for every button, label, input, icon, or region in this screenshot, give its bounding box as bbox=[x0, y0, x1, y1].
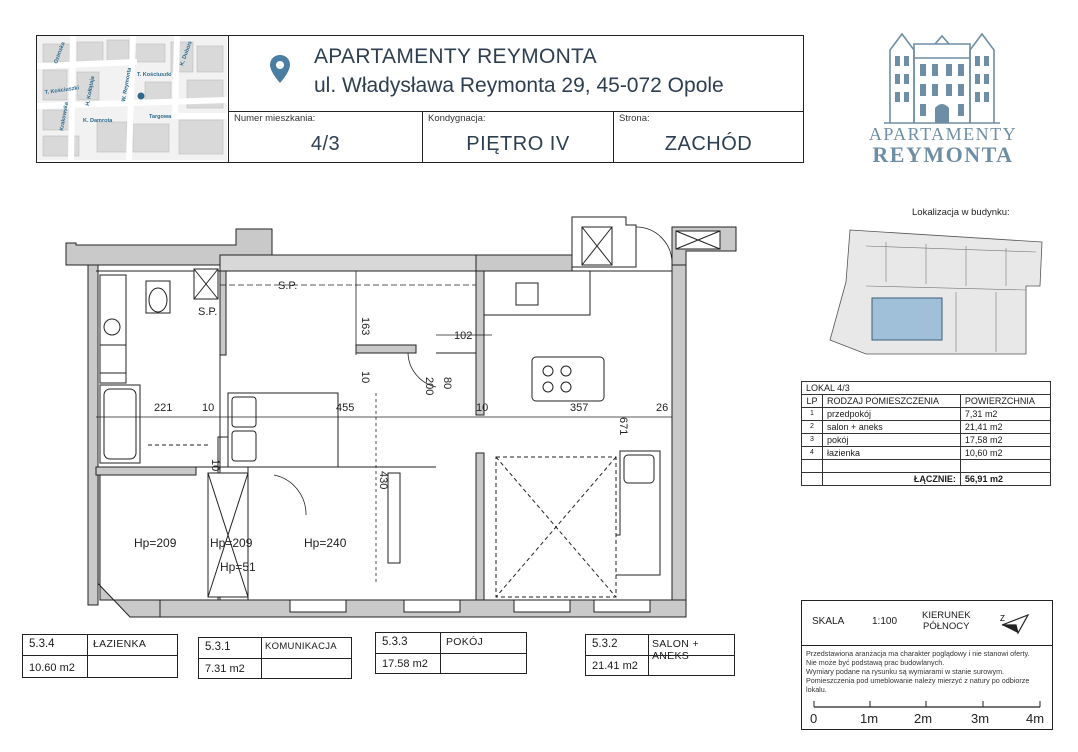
svg-text:1m: 1m bbox=[860, 711, 879, 726]
dim-label: 10 bbox=[209, 459, 221, 472]
room-label-bathroom bbox=[22, 634, 178, 678]
room-table-title: LOKAL 4/3 bbox=[802, 382, 1051, 395]
room-label-bedroom bbox=[375, 632, 527, 674]
street-map bbox=[37, 36, 227, 160]
dim-label: 10 bbox=[202, 402, 215, 414]
dim-label: 10 bbox=[359, 371, 371, 384]
dim-label: S.P. bbox=[278, 280, 298, 292]
dim-label: 26 bbox=[656, 402, 669, 414]
dim-label: 455 bbox=[336, 402, 355, 414]
col-header-area: POWIERZCHNIA bbox=[960, 395, 1050, 408]
svg-text:Ozimska: Ozimska bbox=[53, 41, 67, 65]
room-area: 7.31 m2 bbox=[205, 663, 245, 675]
north-arrow-icon bbox=[998, 611, 1032, 635]
dim-label: 10 bbox=[476, 402, 489, 414]
height-label: Hp=51 bbox=[220, 560, 256, 574]
svg-text:3m: 3m bbox=[971, 711, 990, 726]
room-name: POKÓJ bbox=[446, 636, 484, 648]
building-logo-icon bbox=[880, 28, 1005, 124]
svg-text:0: 0 bbox=[810, 711, 818, 726]
room-area: 21.41 m2 bbox=[592, 660, 638, 672]
floor-field bbox=[423, 111, 614, 162]
page-title: APARTAMENTY REYMONTA bbox=[314, 45, 597, 68]
svg-text:T. Kościuszki: T. Kościuszki bbox=[137, 72, 172, 78]
svg-text:T. Kościuszki: T. Kościuszki bbox=[44, 85, 80, 96]
col-header-type: RODZAJ POMIESZCZENIA bbox=[823, 395, 961, 408]
row-type: pokój bbox=[823, 434, 961, 447]
row-lp: 2 bbox=[802, 421, 823, 434]
dim-label: 357 bbox=[570, 402, 589, 414]
dim-label: 80 bbox=[441, 377, 453, 390]
svg-text:K. Dubois: K. Dubois bbox=[179, 40, 194, 67]
apartment-number-field bbox=[229, 111, 423, 162]
table-row bbox=[802, 408, 1051, 421]
header-box bbox=[36, 35, 804, 163]
apartment-highlight bbox=[872, 298, 942, 340]
north-direction-label: KIERUNEK PÓŁNOCY bbox=[922, 610, 971, 632]
location-map bbox=[37, 36, 229, 162]
room-number: 5.3.4 bbox=[29, 638, 55, 650]
svg-text:W. Reymonta: W. Reymonta bbox=[121, 67, 133, 103]
col-header-lp: LP bbox=[802, 395, 823, 408]
row-area: 10,60 m2 bbox=[960, 447, 1050, 460]
room-name: ŁAZIENKA bbox=[93, 638, 147, 650]
height-label: Hp=209 bbox=[210, 536, 253, 550]
dim-label: 671 bbox=[617, 417, 629, 436]
logo-line1: APARTAMENTY bbox=[868, 124, 1018, 144]
room-label-hall bbox=[198, 637, 352, 679]
table-row bbox=[802, 447, 1051, 460]
table-total-row bbox=[802, 473, 1051, 486]
dim-label: S.P. bbox=[198, 306, 218, 318]
floor-label: Kondygnacja: bbox=[428, 113, 486, 124]
side-field bbox=[614, 111, 803, 162]
svg-text:4m: 4m bbox=[1026, 711, 1045, 726]
svg-text:2m: 2m bbox=[914, 711, 933, 726]
scale-box bbox=[801, 600, 1053, 730]
room-name: KOMUNIKACJA bbox=[265, 641, 337, 652]
address: ul. Władysława Reymonta 29, 45-072 Opole bbox=[314, 74, 724, 97]
room-number: 5.3.1 bbox=[205, 641, 231, 653]
floor-value: PIĘTRO IV bbox=[466, 133, 570, 155]
height-label: Hp=240 bbox=[304, 536, 347, 550]
scale-bar bbox=[808, 697, 1048, 727]
room-number: 5.3.2 bbox=[592, 638, 618, 650]
apartment-number-value: 4/3 bbox=[310, 133, 341, 155]
room-name: SALON + ANEKS bbox=[652, 638, 699, 662]
row-area: 21,41 m2 bbox=[960, 421, 1050, 434]
row-lp: 3 bbox=[802, 434, 823, 447]
row-type: łazienka bbox=[823, 447, 961, 460]
table-row bbox=[802, 434, 1051, 447]
apartment-number-label: Numer mieszkania: bbox=[234, 113, 316, 124]
dim-label: 221 bbox=[154, 402, 173, 414]
row-lp: 4 bbox=[802, 447, 823, 460]
table-row bbox=[802, 460, 1051, 473]
logo-line2: REYMONTA bbox=[872, 142, 1014, 167]
room-number: 5.3.3 bbox=[382, 636, 408, 648]
row-lp: 1 bbox=[802, 408, 823, 421]
room-area: 17.58 m2 bbox=[382, 658, 428, 670]
row-area: 17,58 m2 bbox=[960, 434, 1050, 447]
room-table bbox=[801, 381, 1051, 486]
svg-text:Z: Z bbox=[1000, 614, 1005, 623]
svg-text:Krakowska: Krakowska bbox=[59, 101, 71, 132]
building-location-plan bbox=[826, 222, 1046, 360]
location-pin-icon bbox=[269, 54, 291, 84]
dim-label: 163 bbox=[359, 317, 371, 336]
room-label-living bbox=[585, 634, 735, 676]
svg-text:H. Kołłątaja: H. Kołłątaja bbox=[85, 75, 97, 107]
row-area: 7,31 m2 bbox=[960, 408, 1050, 421]
svg-text:Targowa: Targowa bbox=[149, 114, 172, 120]
disclaimer-notes: Przedstawiona aranżacja ma charakter poglądowy i nie stanowi oferty. Nie może być podstawą prac budowlanych. Wymiary podane na rysunku są wymiarami w stanie surowym. Pomieszczenia pod umeblowanie należy mierzyć z natury po odbiorze lokalu. bbox=[806, 649, 1030, 694]
total-value: 56,91 m2 bbox=[960, 473, 1050, 486]
scale-label: SKALA bbox=[812, 616, 845, 627]
row-type: przedpokój bbox=[823, 408, 961, 421]
total-label: ŁĄCZNIE: bbox=[823, 473, 961, 486]
side-label: Strona: bbox=[619, 113, 650, 124]
location-title: Lokalizacja w budynku: bbox=[912, 207, 1010, 218]
dim-label: 430 bbox=[377, 471, 389, 490]
dim-label: 102 bbox=[454, 330, 473, 342]
scale-value: 1:100 bbox=[872, 616, 898, 627]
height-label: Hp=209 bbox=[134, 536, 177, 550]
room-area: 10.60 m2 bbox=[29, 662, 75, 674]
dim-label: 200 bbox=[423, 377, 435, 396]
table-row bbox=[802, 421, 1051, 434]
row-type: salon + aneks bbox=[823, 421, 961, 434]
svg-text:K. Damrota: K. Damrota bbox=[83, 118, 113, 124]
floor-plan bbox=[36, 205, 756, 625]
side-value: ZACHÓD bbox=[664, 133, 753, 155]
